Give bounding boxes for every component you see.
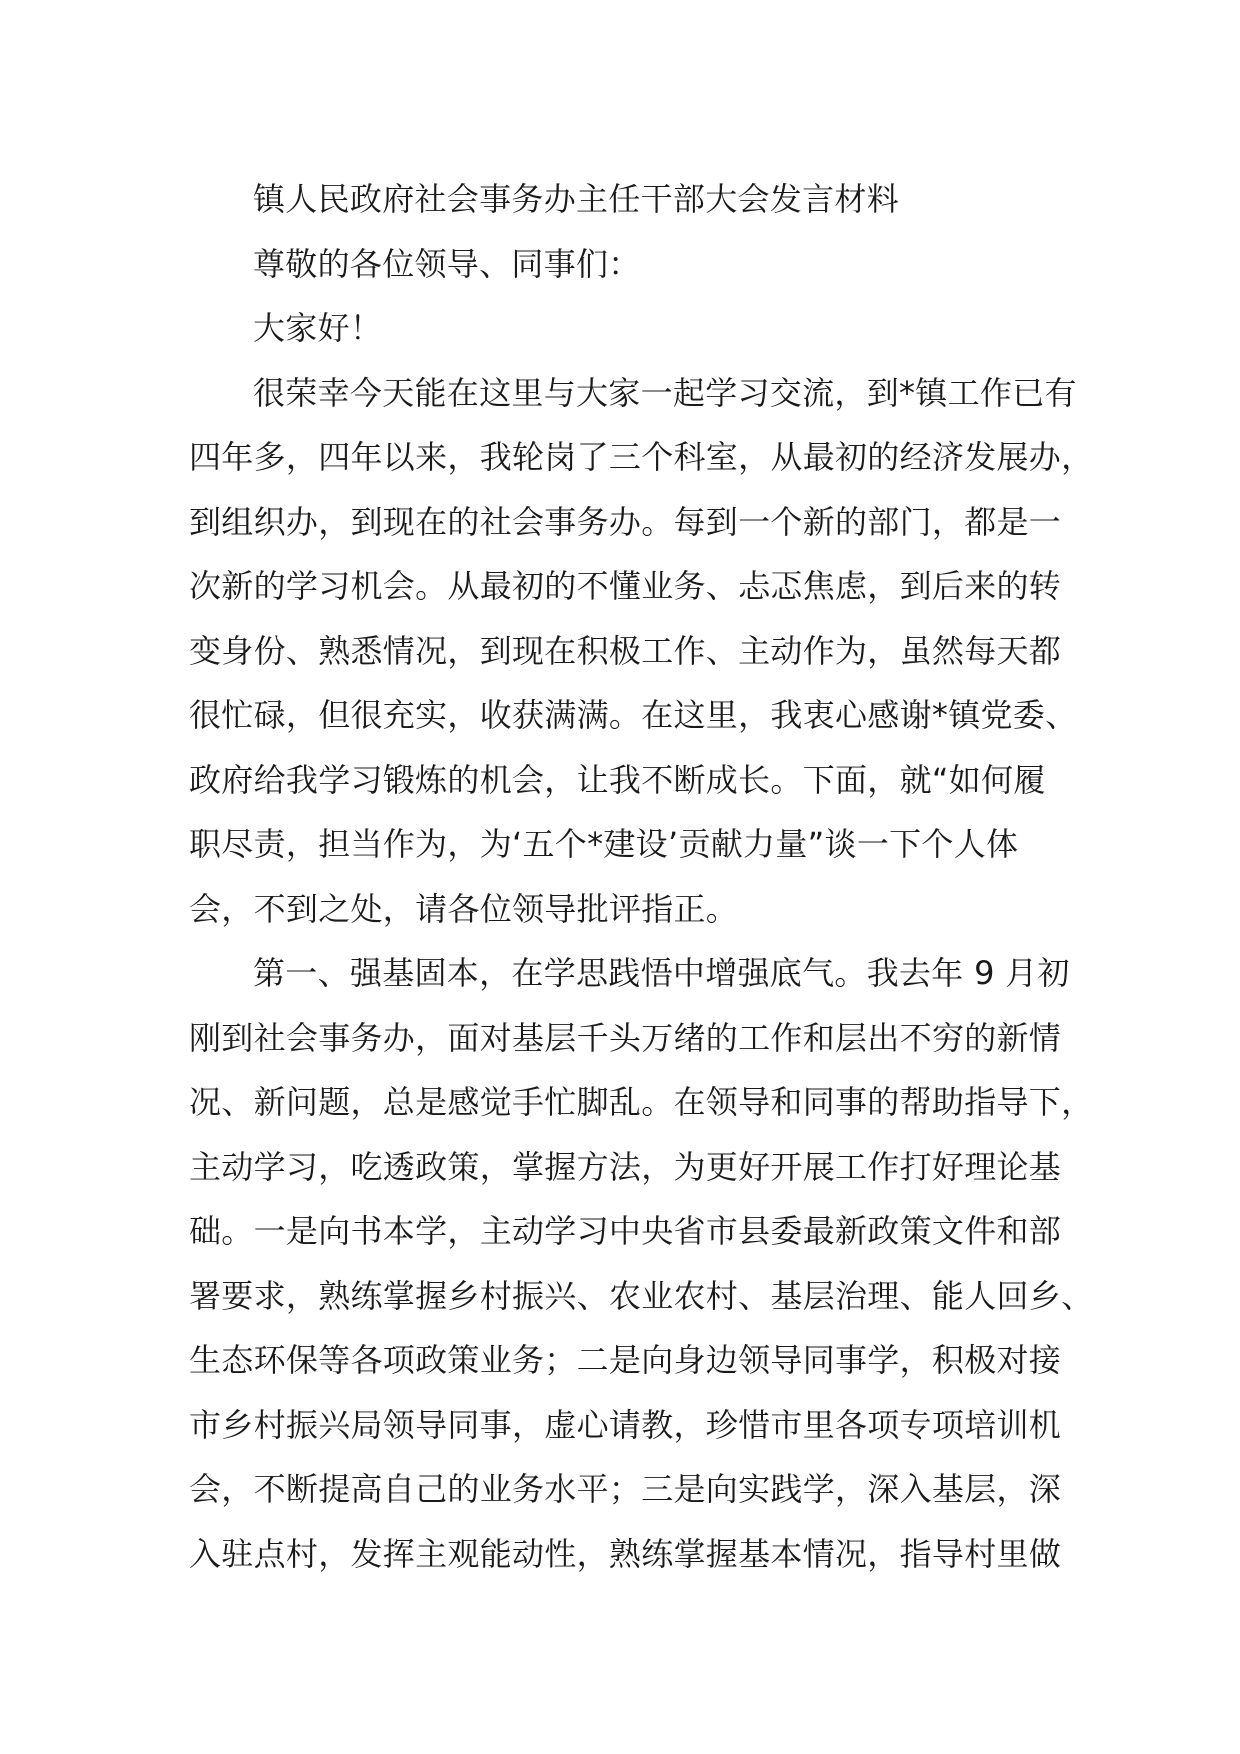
document-title: 镇人民政府社会事务办主任干部大会发言材料 [253, 180, 900, 218]
paragraph-1-line: 职尽责，担当作为，为‘五个*建设’贡献力量”谈一下个人体 [189, 825, 1019, 863]
paragraph-2-line: 础。一是向书本学，主动学习中央省市县委最新政策文件和部 [189, 1212, 1062, 1250]
paragraph-1-line: 很荣幸今天能在这里与大家一起学习交流，到*镇工作已有 [253, 373, 1077, 412]
paragraph-1-line: 会，不到之处，请各位领导批评指正。 [189, 889, 739, 928]
paragraph-2-line: 署要求，熟练掌握乡村振兴、农业农村、基层治理、能人回乡、 [189, 1276, 1094, 1315]
paragraph-2-line: 市乡村振兴局领导同事，虚心请教，珍惜市里各项专项培训机 [189, 1405, 1062, 1444]
paragraph-1-line: 四年多，四年以来，我轮岗了三个科室，从最初的经济发展办， [189, 438, 1094, 476]
paragraph-2-line: 生态环保等各项政策业务；二是向身边领导同事学，积极对接 [189, 1341, 1062, 1379]
paragraph-2-line: 主动学习，吃透政策，掌握方法，为更好开展工作打好理论基 [189, 1147, 1062, 1186]
document-body [189, 167, 1094, 1586]
paragraph-1-line: 政府给我学习锻炼的机会，让我不断成长。下面，就“如何履 [189, 760, 1046, 799]
paragraph-2-line: 刚到社会事务办，面对基层千头万绪的工作和层出不穷的新情 [189, 1018, 1062, 1057]
salutation: 尊敬的各位领导、同事们： [253, 244, 641, 283]
paragraph-2-line: 入驻点村，发挥主观能动性，熟练掌握基本情况，指导村里做 [189, 1534, 1062, 1573]
paragraph-1-line: 变身份、熟悉情况，到现在积极工作、主动作为，虽然每天都 [189, 631, 1062, 670]
paragraph-1-line: 到组织办，到现在的社会事务办。每到一个新的部门，都是一 [189, 502, 1062, 541]
greeting: 大家好！ [253, 309, 383, 347]
paragraph-1-line: 次新的学习机会。从最初的不懂业务、忐忑焦虑，到后来的转 [189, 567, 1062, 605]
paragraph-2-line: 第一、强基固本，在学思践悟中增强底气。我去年 9 月初 [253, 954, 1070, 992]
paragraph-1-line: 很忙碌，但很充实，收获满满。在这里，我衷心感谢*镇党委、 [189, 696, 1078, 734]
paragraph-2-line: 会，不断提高自己的业务水平；三是向实践学，深入基层，深 [189, 1470, 1062, 1508]
paragraph-2-line: 况、新问题，总是感觉手忙脚乱。在领导和同事的帮助指导下， [189, 1083, 1094, 1121]
